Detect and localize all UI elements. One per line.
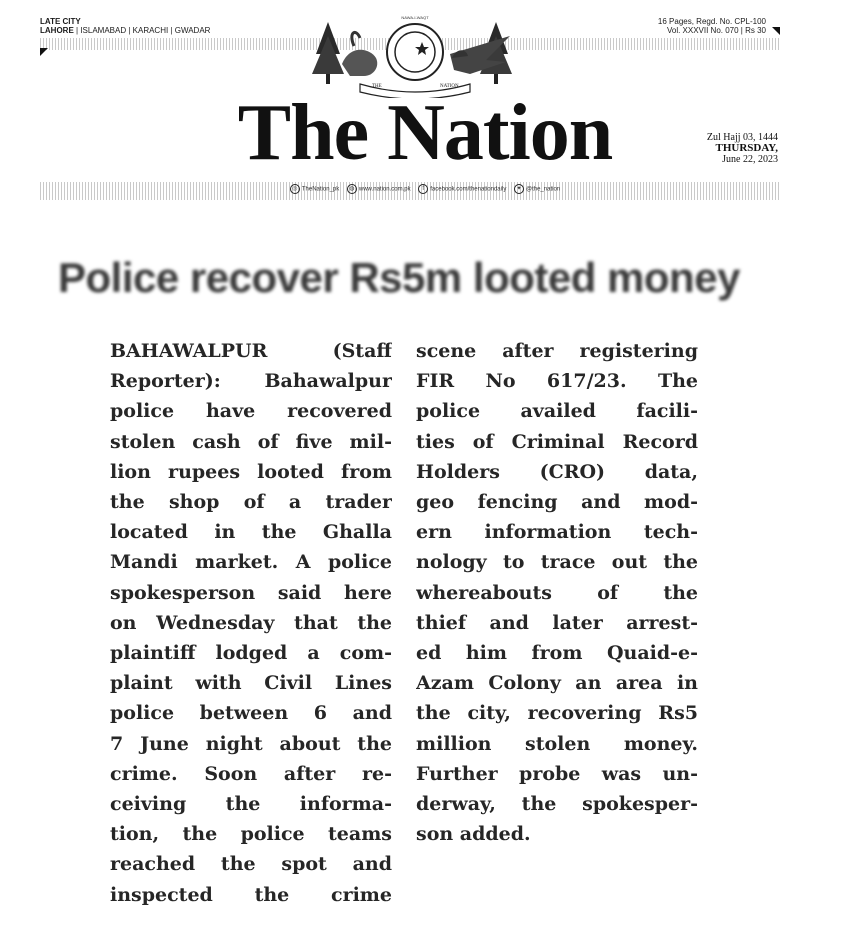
article-line: Further probe was un-	[416, 762, 698, 785]
article-line: spokesperson said here	[110, 581, 392, 604]
emblem-label-top: NAWA-I-WAQT	[401, 15, 429, 20]
emblem-label-left: THE	[372, 84, 382, 89]
article-line: thief and later arrest-	[416, 611, 698, 634]
article-line: son added.	[416, 823, 531, 846]
article-line: ed him from Quaid-e-	[416, 642, 698, 665]
article-line: nology to trace out the	[416, 551, 698, 574]
article-line: BAHAWALPUR (Staff	[110, 340, 392, 362]
social-facebook	[418, 184, 506, 194]
article-line: police have recovered	[110, 400, 392, 423]
social-twitter-text: @the_nation	[526, 186, 561, 193]
article-line: located in the Ghalla	[110, 521, 392, 544]
article-line: on Wednesday that the	[110, 611, 392, 634]
article-line: tion, the police teams	[110, 823, 392, 846]
article-line: the shop of a trader	[110, 491, 392, 514]
article-line: whereabouts of the	[416, 581, 698, 604]
article-line: geo fencing and mod-	[416, 491, 698, 514]
facebook-icon: f	[418, 184, 428, 194]
gregorian-date: June 22, 2023	[722, 154, 778, 165]
city-gwadar: GWADAR	[174, 26, 211, 35]
article-line: plaintiff lodged a com-	[110, 642, 392, 665]
social-links-bar	[0, 184, 850, 194]
edition-cities: LAHORE | ISLAMABAD | KARACHI | GWADAR	[40, 26, 211, 35]
article-line: derway, the spokesper-	[416, 793, 698, 816]
article-line: lion rupees looted from	[110, 460, 392, 483]
instagram-icon: ◎	[290, 184, 300, 194]
article-line: Holders (CRO) data,	[416, 460, 698, 483]
city-karachi: KARACHI	[132, 26, 169, 35]
web-icon: ◍	[347, 184, 357, 194]
article-line: scene after registering	[416, 340, 698, 362]
left-corner-mark	[40, 48, 48, 56]
article-column-left	[110, 336, 392, 910]
edition-label: LATE CITY	[40, 17, 81, 26]
article-line: Mandi market. A police	[110, 551, 392, 574]
issue-info	[658, 17, 766, 35]
emblem-label-right: NATION	[440, 84, 459, 89]
city-lahore: LAHORE	[40, 26, 74, 35]
article-line: police between 6 and	[110, 702, 392, 725]
article-line: inspected the crime	[110, 883, 392, 906]
social-twitter	[514, 184, 560, 194]
article-line: the city, recovering Rs5	[416, 702, 698, 725]
social-web	[347, 184, 411, 194]
volume-price: Vol. XXXVII No. 070 | Rs 30	[666, 26, 766, 35]
edition-info	[40, 17, 210, 35]
article-line: ceiving the informa-	[110, 793, 392, 816]
pages-regd: 16 Pages, Regd. No. CPL-100	[657, 17, 766, 26]
article-line: ties of Criminal Record	[416, 430, 698, 453]
article-line: FIR No 617/23. The	[416, 370, 698, 393]
social-facebook-text: facebook.com/thenationdaily	[430, 186, 507, 193]
nation-emblem-icon	[310, 14, 520, 98]
article-column-right	[416, 336, 698, 849]
date-block	[707, 132, 778, 165]
article-headline: Police recover Rs5m looted money	[58, 254, 740, 301]
article-line: crime. Soon after re-	[110, 762, 392, 785]
article-line: 7 June night about the	[110, 732, 392, 755]
weekday: THURSDAY,	[715, 142, 778, 154]
article-line: police availed facili-	[416, 400, 698, 423]
social-instagram-text: TheNation_pk	[301, 186, 340, 193]
twitter-icon: ✦	[514, 184, 524, 194]
social-instagram	[290, 184, 339, 194]
article-line: plaint with Civil Lines	[110, 672, 392, 695]
article-line: ern information tech-	[416, 521, 698, 544]
right-corner-mark	[772, 27, 780, 35]
article-line: reached the spot and	[110, 853, 392, 876]
article-line: Azam Colony an area in	[416, 672, 698, 695]
masthead-title: The Nation	[237, 89, 613, 177]
article-line: Reporter): Bahawalpur	[110, 370, 392, 393]
article-line: million stolen money.	[416, 732, 698, 755]
hijri-date: Zul Hajj 03, 1444	[706, 132, 778, 143]
article-line: stolen cash of five mil-	[110, 430, 392, 453]
city-islamabad: ISLAMABAD	[80, 26, 127, 35]
social-web-text: www.nation.com.pk	[358, 186, 411, 193]
